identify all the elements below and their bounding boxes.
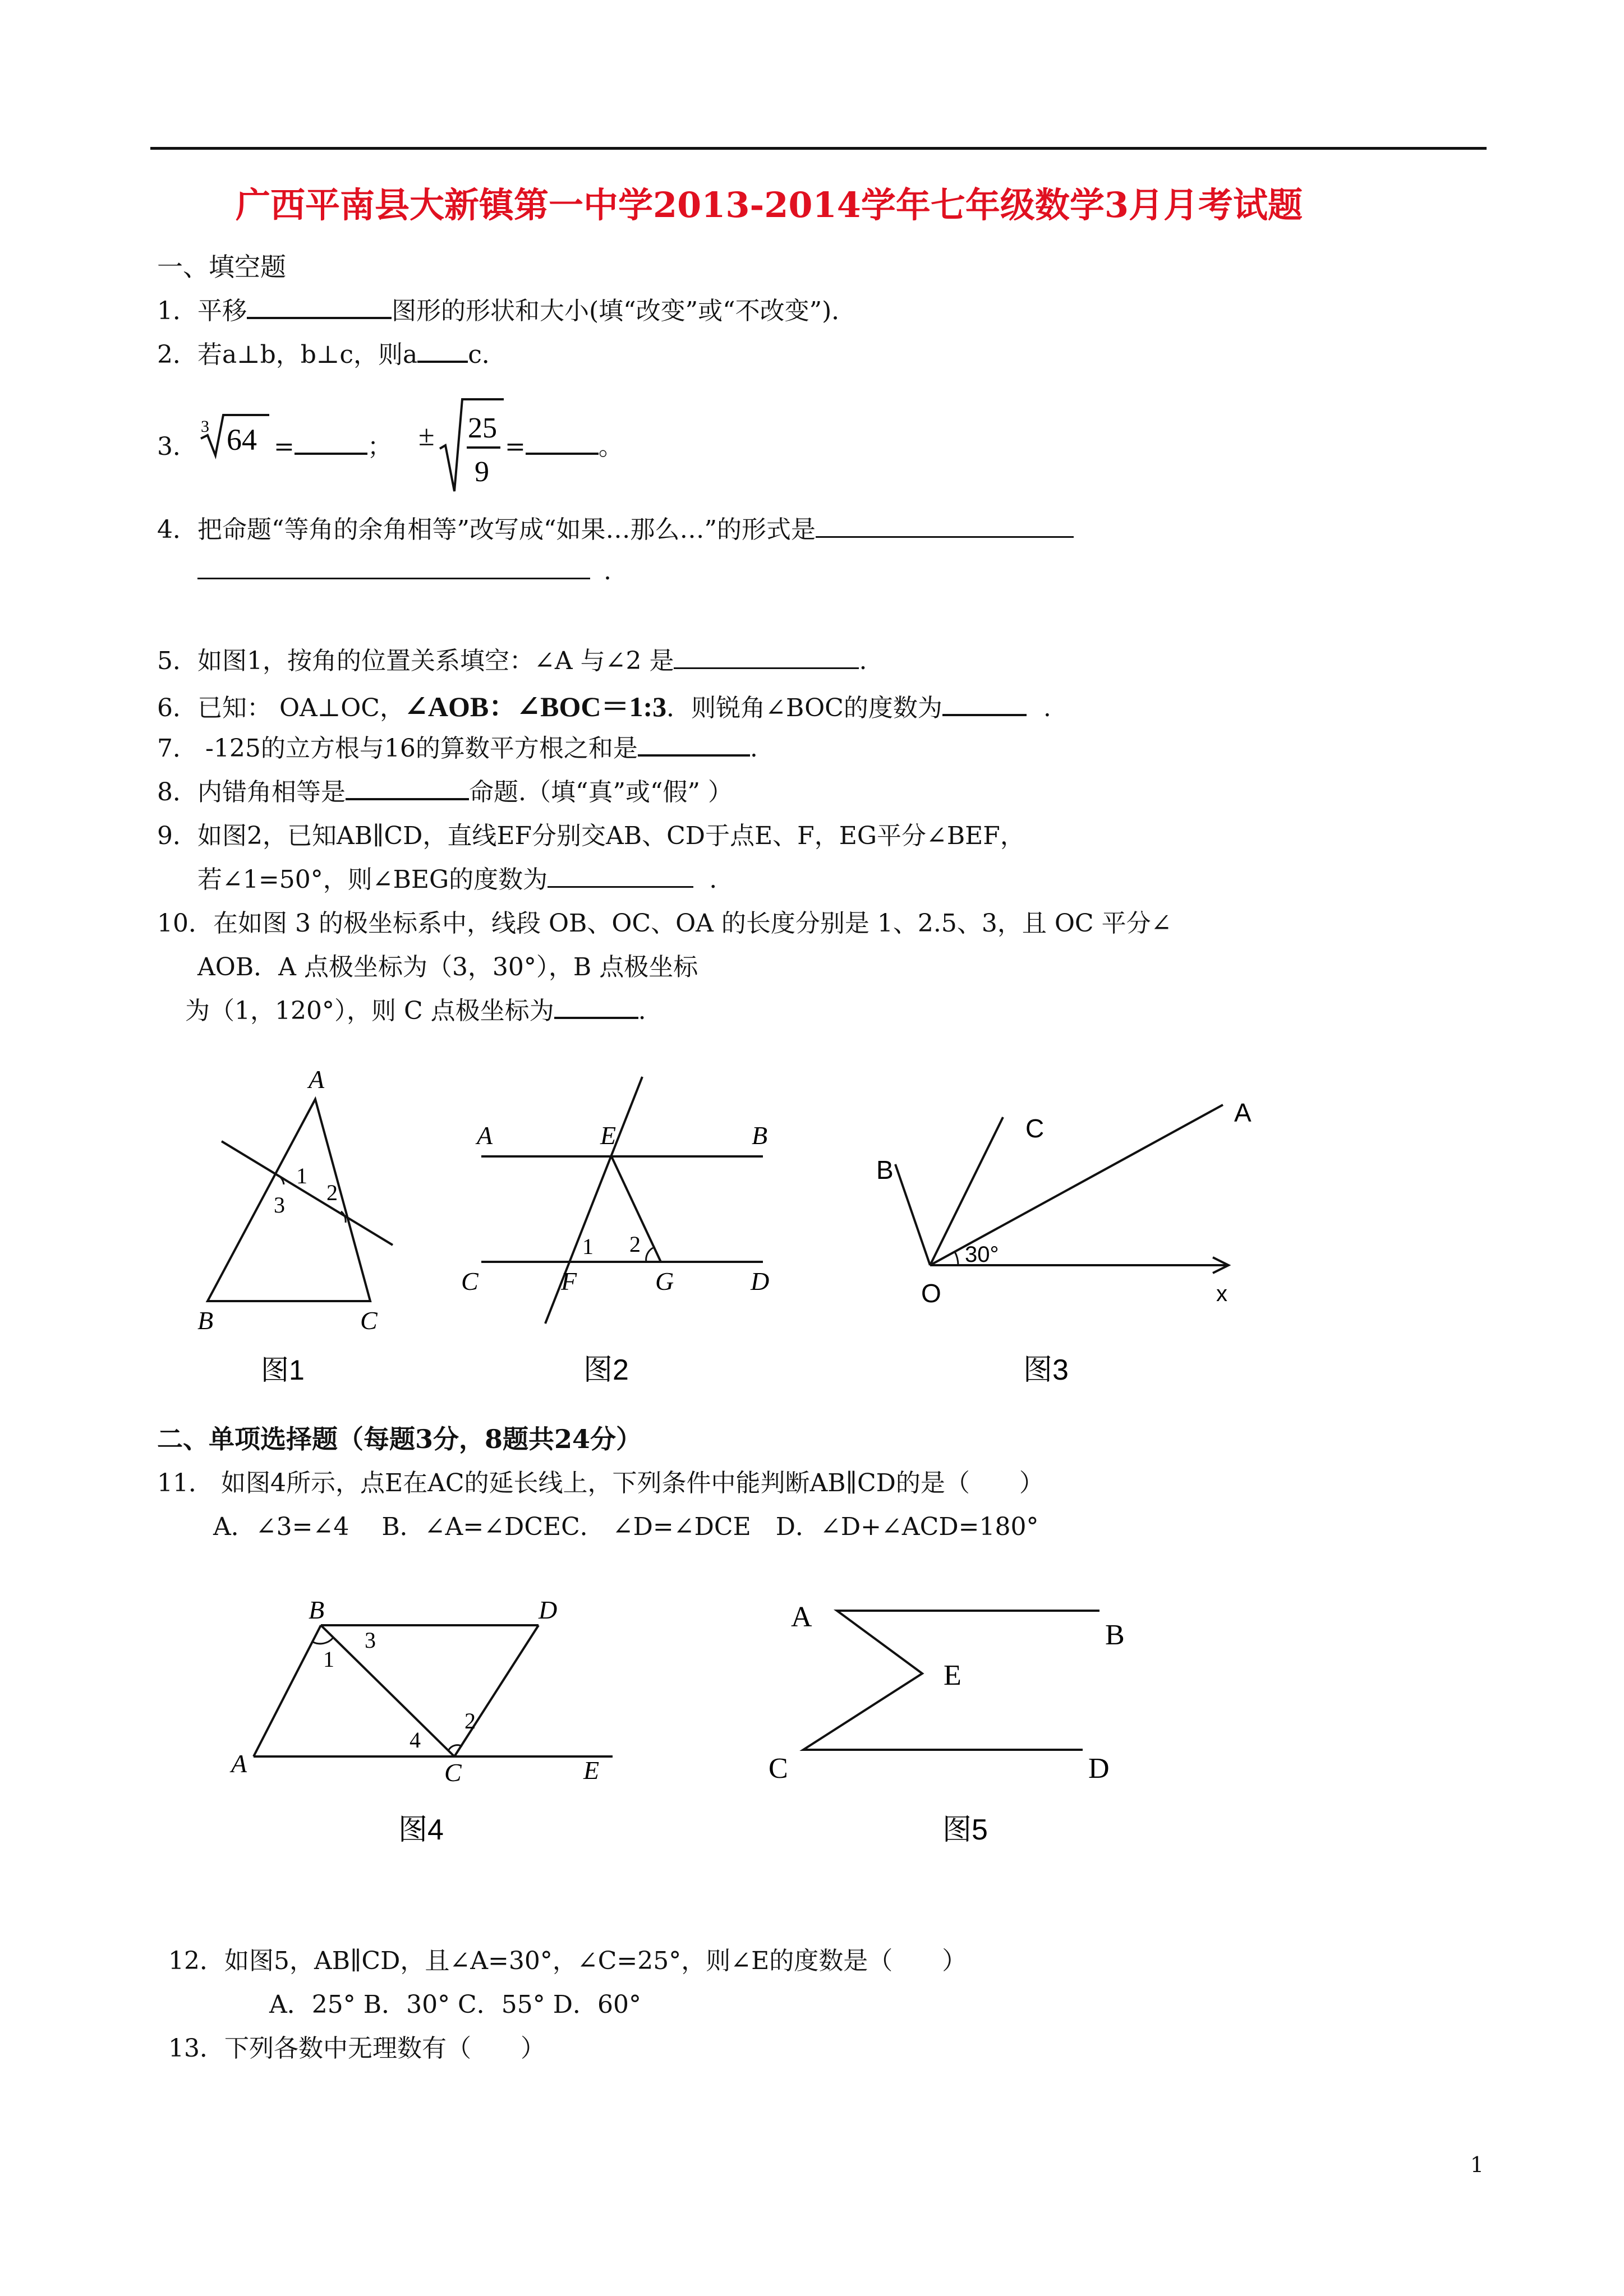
fig2-label-A: A xyxy=(477,1121,493,1150)
q3-sqrt-fraction xyxy=(438,393,505,496)
fig4-label-E: E xyxy=(583,1756,600,1785)
fig5-label-D: D xyxy=(1088,1753,1110,1785)
q5-end-mark: . xyxy=(859,647,867,675)
q10-end-mark: . xyxy=(638,997,646,1025)
question-6 xyxy=(157,684,1051,725)
fig4-line-BC xyxy=(321,1625,454,1756)
fig2-label-E: E xyxy=(600,1121,617,1150)
fig1-label-A: A xyxy=(309,1065,325,1094)
q4-text: 4．把命题“等角的余角相等”改写成“如果…那么…”的形式是 xyxy=(157,515,816,544)
q1-text-pre: 1．平移 xyxy=(157,297,247,325)
fig2-label-F: F xyxy=(561,1267,577,1295)
q9-answer-blank[interactable] xyxy=(548,864,693,888)
fig3-label-B: B xyxy=(876,1155,894,1184)
q2-answer-blank[interactable] xyxy=(417,338,468,363)
fig1-label-B: B xyxy=(197,1306,214,1335)
fig5-label-E: E xyxy=(944,1659,961,1691)
question-9-line1: 9．如图2，已知AB∥CD，直线EF分别交AB、CD于点E、F，EG平分∠BEF， xyxy=(157,822,1025,850)
fig1-angle-2: 2 xyxy=(326,1180,338,1205)
question-5 xyxy=(157,640,867,676)
fig1-caption: 图1 xyxy=(261,1354,305,1386)
fig2-label-D: D xyxy=(751,1267,770,1295)
figure-3 xyxy=(876,1098,1252,1386)
fig2-caption: 图2 xyxy=(583,1354,629,1386)
q3-part2 xyxy=(505,426,623,462)
q10-text: 为（1，120°），则 C 点极坐标为 xyxy=(185,997,554,1025)
q3-blank-2[interactable] xyxy=(526,430,599,455)
fig5-label-C: C xyxy=(769,1753,788,1785)
q5-text: 5．如图1，按角的位置关系填空：∠A 与∠2 是 xyxy=(157,647,674,675)
q7-answer-blank[interactable] xyxy=(638,732,750,757)
question-2 xyxy=(157,334,507,370)
square-root-sign-icon xyxy=(438,393,505,494)
question-12-options: A．25° B．30° C．55° D．60° xyxy=(269,1990,641,2019)
fig4-label-D: D xyxy=(539,1596,558,1624)
fig5-label-A: A xyxy=(791,1601,812,1633)
fig4-label-A: A xyxy=(231,1749,247,1778)
fig3-angle-label: 30° xyxy=(965,1242,999,1267)
q3-equals-1: = xyxy=(274,432,295,461)
fig1-angle-1: 1 xyxy=(296,1163,307,1188)
q2-text-post: c． xyxy=(468,340,507,369)
q1-answer-blank[interactable] xyxy=(247,294,392,319)
q3-radicand: 64 xyxy=(227,423,257,457)
fig3-ray-OA xyxy=(930,1105,1223,1265)
q3-frac-numerator: 25 xyxy=(468,412,497,444)
fig4-line-AB xyxy=(254,1625,321,1756)
question-7 xyxy=(157,728,758,764)
fig4-label-C: C xyxy=(444,1758,462,1787)
q9-text: 若∠1=50°，则∠BEG的度数为 xyxy=(197,865,548,894)
figures-row-1 xyxy=(168,1054,1290,1402)
q4-end-mark: . xyxy=(604,557,611,585)
fig3-caption: 图3 xyxy=(1023,1354,1069,1386)
q3-cube-root xyxy=(197,409,270,462)
fig1-triangle xyxy=(208,1099,370,1301)
section2-heading: 二、单项选择题（每题3分，8题共24分） xyxy=(157,1424,642,1454)
fig3-ray-OB xyxy=(895,1164,930,1265)
q3-root-index: 3 xyxy=(201,417,209,436)
q6-end-mark: . xyxy=(1043,694,1051,722)
q8-answer-blank[interactable] xyxy=(346,776,469,800)
question-4 xyxy=(157,509,1074,545)
q2-text-pre: 2．若a⊥b，b⊥c，则a xyxy=(157,340,418,369)
question-10-line1: 10．在如图 3 的极坐标系中，线段 OB、OC、OA 的长度分别是 1、2.5、3，且 OC 平分∠ xyxy=(157,909,1172,938)
question-1 xyxy=(157,291,856,326)
fig2-angle-2: 2 xyxy=(629,1232,641,1257)
fig1-angle-3: 3 xyxy=(274,1192,285,1218)
fig3-label-A: A xyxy=(1234,1098,1252,1127)
fig2-label-C: C xyxy=(461,1267,479,1295)
fig4-label-B: B xyxy=(309,1596,325,1624)
header-rule xyxy=(150,147,1487,150)
q5-answer-blank[interactable] xyxy=(674,645,859,669)
fig3-label-C: C xyxy=(1025,1114,1045,1143)
q3-equals-2: = xyxy=(505,432,526,461)
exam-title: 广西平南县大新镇第一中学2013-2014学年七年级数学3月月考试题 xyxy=(236,185,1303,225)
figure-2 xyxy=(461,1077,769,1386)
question-9-line2 xyxy=(197,859,717,895)
question-12: 12．如图5，AB∥CD，且∠A=30°，∠C=25°，则∠E的度数是（ ） xyxy=(168,1947,967,1975)
question-10-line3 xyxy=(185,990,646,1026)
q3-separator: ； xyxy=(367,432,392,461)
fig2-label-B: B xyxy=(752,1121,768,1150)
fig4-angle-2: 2 xyxy=(464,1708,476,1733)
q6-ratio-math: ∠AOB：∠BOC＝1:3 xyxy=(404,691,667,722)
q4-blank-2[interactable] xyxy=(197,555,590,579)
q3-end-mark: 。 xyxy=(598,432,623,461)
fig3-label-O: O xyxy=(921,1279,941,1308)
fig1-transversal xyxy=(222,1141,393,1245)
question-8 xyxy=(157,772,733,808)
q9-end-mark: . xyxy=(709,865,717,894)
q3-frac-denominator: 9 xyxy=(475,456,489,488)
fig5-caption: 图5 xyxy=(942,1814,988,1846)
fig4-line-CD xyxy=(454,1625,539,1756)
fig4-angle-arc-1 xyxy=(313,1638,333,1644)
q4-blank-1[interactable] xyxy=(816,514,1074,538)
q3-plus-minus: ± xyxy=(418,420,435,452)
cube-root-sign-icon xyxy=(197,409,270,460)
fig2-label-G: G xyxy=(655,1267,674,1295)
figure-4 xyxy=(229,1596,613,1846)
question-11-options: A．∠3=∠4 B．∠A=∠DCEC． ∠D=∠DCE D．∠D+∠ACD=180° xyxy=(213,1513,1039,1541)
fig3-angle-arc xyxy=(955,1252,958,1265)
q6-text-mid: ．则锐角∠BOC的度数为 xyxy=(666,694,942,722)
q4-second-line xyxy=(197,555,611,585)
figure-5 xyxy=(769,1601,1125,1846)
fig4-angle-1: 1 xyxy=(323,1647,334,1672)
question-13: 13．下列各数中无理数有（ ） xyxy=(168,2034,545,2063)
q7-text: 7． -125的立方根与16的算数平方根之和是 xyxy=(157,734,638,763)
q3-part1 xyxy=(274,426,392,462)
fig2-angle-arc xyxy=(646,1248,653,1262)
fig4-angle-3: 3 xyxy=(365,1628,376,1653)
figures-row-2 xyxy=(213,1582,1223,1873)
figure-1 xyxy=(197,1065,393,1386)
q8-text-post: 命题.（填“真”或“假” ） xyxy=(469,778,733,806)
q6-answer-blank[interactable] xyxy=(942,691,1027,716)
fig3-label-x: x xyxy=(1216,1281,1227,1306)
q6-text-pre: 6．已知： OA⊥OC， xyxy=(157,694,404,722)
fig1-label-C: C xyxy=(360,1306,378,1335)
q3-number: 3． xyxy=(157,432,197,461)
section1-heading: 一、填空题 xyxy=(157,252,286,282)
q10-answer-blank[interactable] xyxy=(554,994,638,1019)
page-number: 1 xyxy=(1470,2152,1484,2177)
fig1-angle-arc-2 xyxy=(341,1211,346,1223)
fig2-angle-1: 1 xyxy=(582,1234,594,1259)
fig2-line-EF xyxy=(545,1077,642,1324)
q1-text-post: 图形的形状和大小(填“改变”或“不改变”)． xyxy=(392,297,857,325)
q8-text-pre: 8．内错角相等是 xyxy=(157,778,346,806)
question-11: 11． 如图4所示，点E在AC的延长线上，下列条件中能判断AB∥CD的是（ ） xyxy=(157,1469,1044,1497)
q3-blank-1[interactable] xyxy=(295,430,367,455)
fig4-angle-4: 4 xyxy=(410,1727,421,1753)
fig5-label-B: B xyxy=(1105,1619,1125,1651)
q7-end-mark: . xyxy=(749,734,758,763)
question-10-line2: AOB．A 点极坐标为（3，30°），B 点极坐标 xyxy=(197,953,698,981)
fig4-caption: 图4 xyxy=(398,1814,444,1846)
